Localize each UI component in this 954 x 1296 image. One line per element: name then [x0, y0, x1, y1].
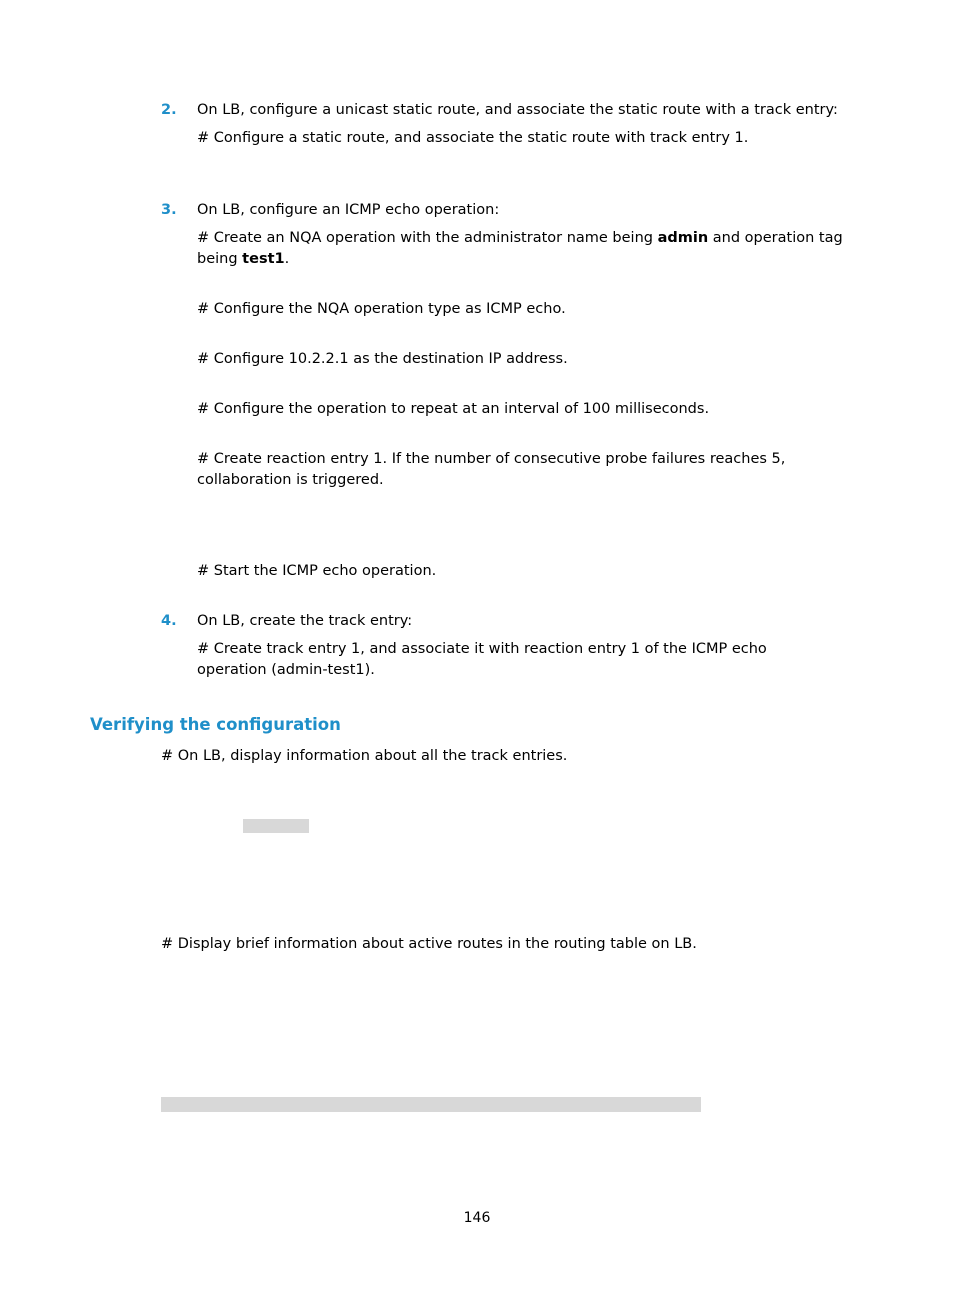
step-3-text: On LB, configure an ICMP echo operation:	[197, 202, 500, 218]
step-3-nqa-create: # Create an NQA operation with the administrator name being admin and operation tag being test1.	[197, 230, 843, 267]
section-para-routing-table: # Display brief information about active routes in the routing table on LB.	[161, 936, 697, 952]
step-3-sub-start: # Start the ICMP echo operation.	[197, 563, 437, 579]
step-number-4: 4.	[161, 613, 177, 629]
highlight-bar-small	[243, 819, 309, 833]
step-number-2: 2.	[161, 102, 177, 118]
step-2-sub-1: # Configure a static route, and associate the static route with track entry 1.	[197, 130, 749, 146]
operation-tag: test1	[242, 251, 285, 267]
section-para-track-entries: # On LB, display information about all the track entries.	[161, 748, 568, 764]
step-3-sub-destination: # Configure 10.2.2.1 as the destination IP address.	[197, 351, 568, 367]
step-3-sub-interval: # Configure the operation to repeat at an interval of 100 milliseconds.	[197, 401, 710, 417]
page-number: 146	[463, 1210, 491, 1226]
step-3-sub-reaction: # Create reaction entry 1. If the number of consecutive probe failures reaches 5, collaboration is triggered.	[197, 451, 786, 488]
admin-name: admin	[657, 230, 709, 246]
step-4-text: On LB, create the track entry:	[197, 613, 413, 629]
step-4-sub-1: # Create track entry 1, and associate it with reaction entry 1 of the ICMP echo operation (admin-test1).	[197, 641, 767, 678]
highlight-bar-wide	[161, 1097, 701, 1112]
section-heading: Verifying the configuration	[90, 715, 341, 734]
step-2-text: On LB, configure a unicast static route, and associate the static route with a track entry:	[197, 102, 838, 118]
step-number-3: 3.	[161, 202, 177, 218]
step-3-sub-type: # Configure the NQA operation type as ICMP echo.	[197, 301, 566, 317]
